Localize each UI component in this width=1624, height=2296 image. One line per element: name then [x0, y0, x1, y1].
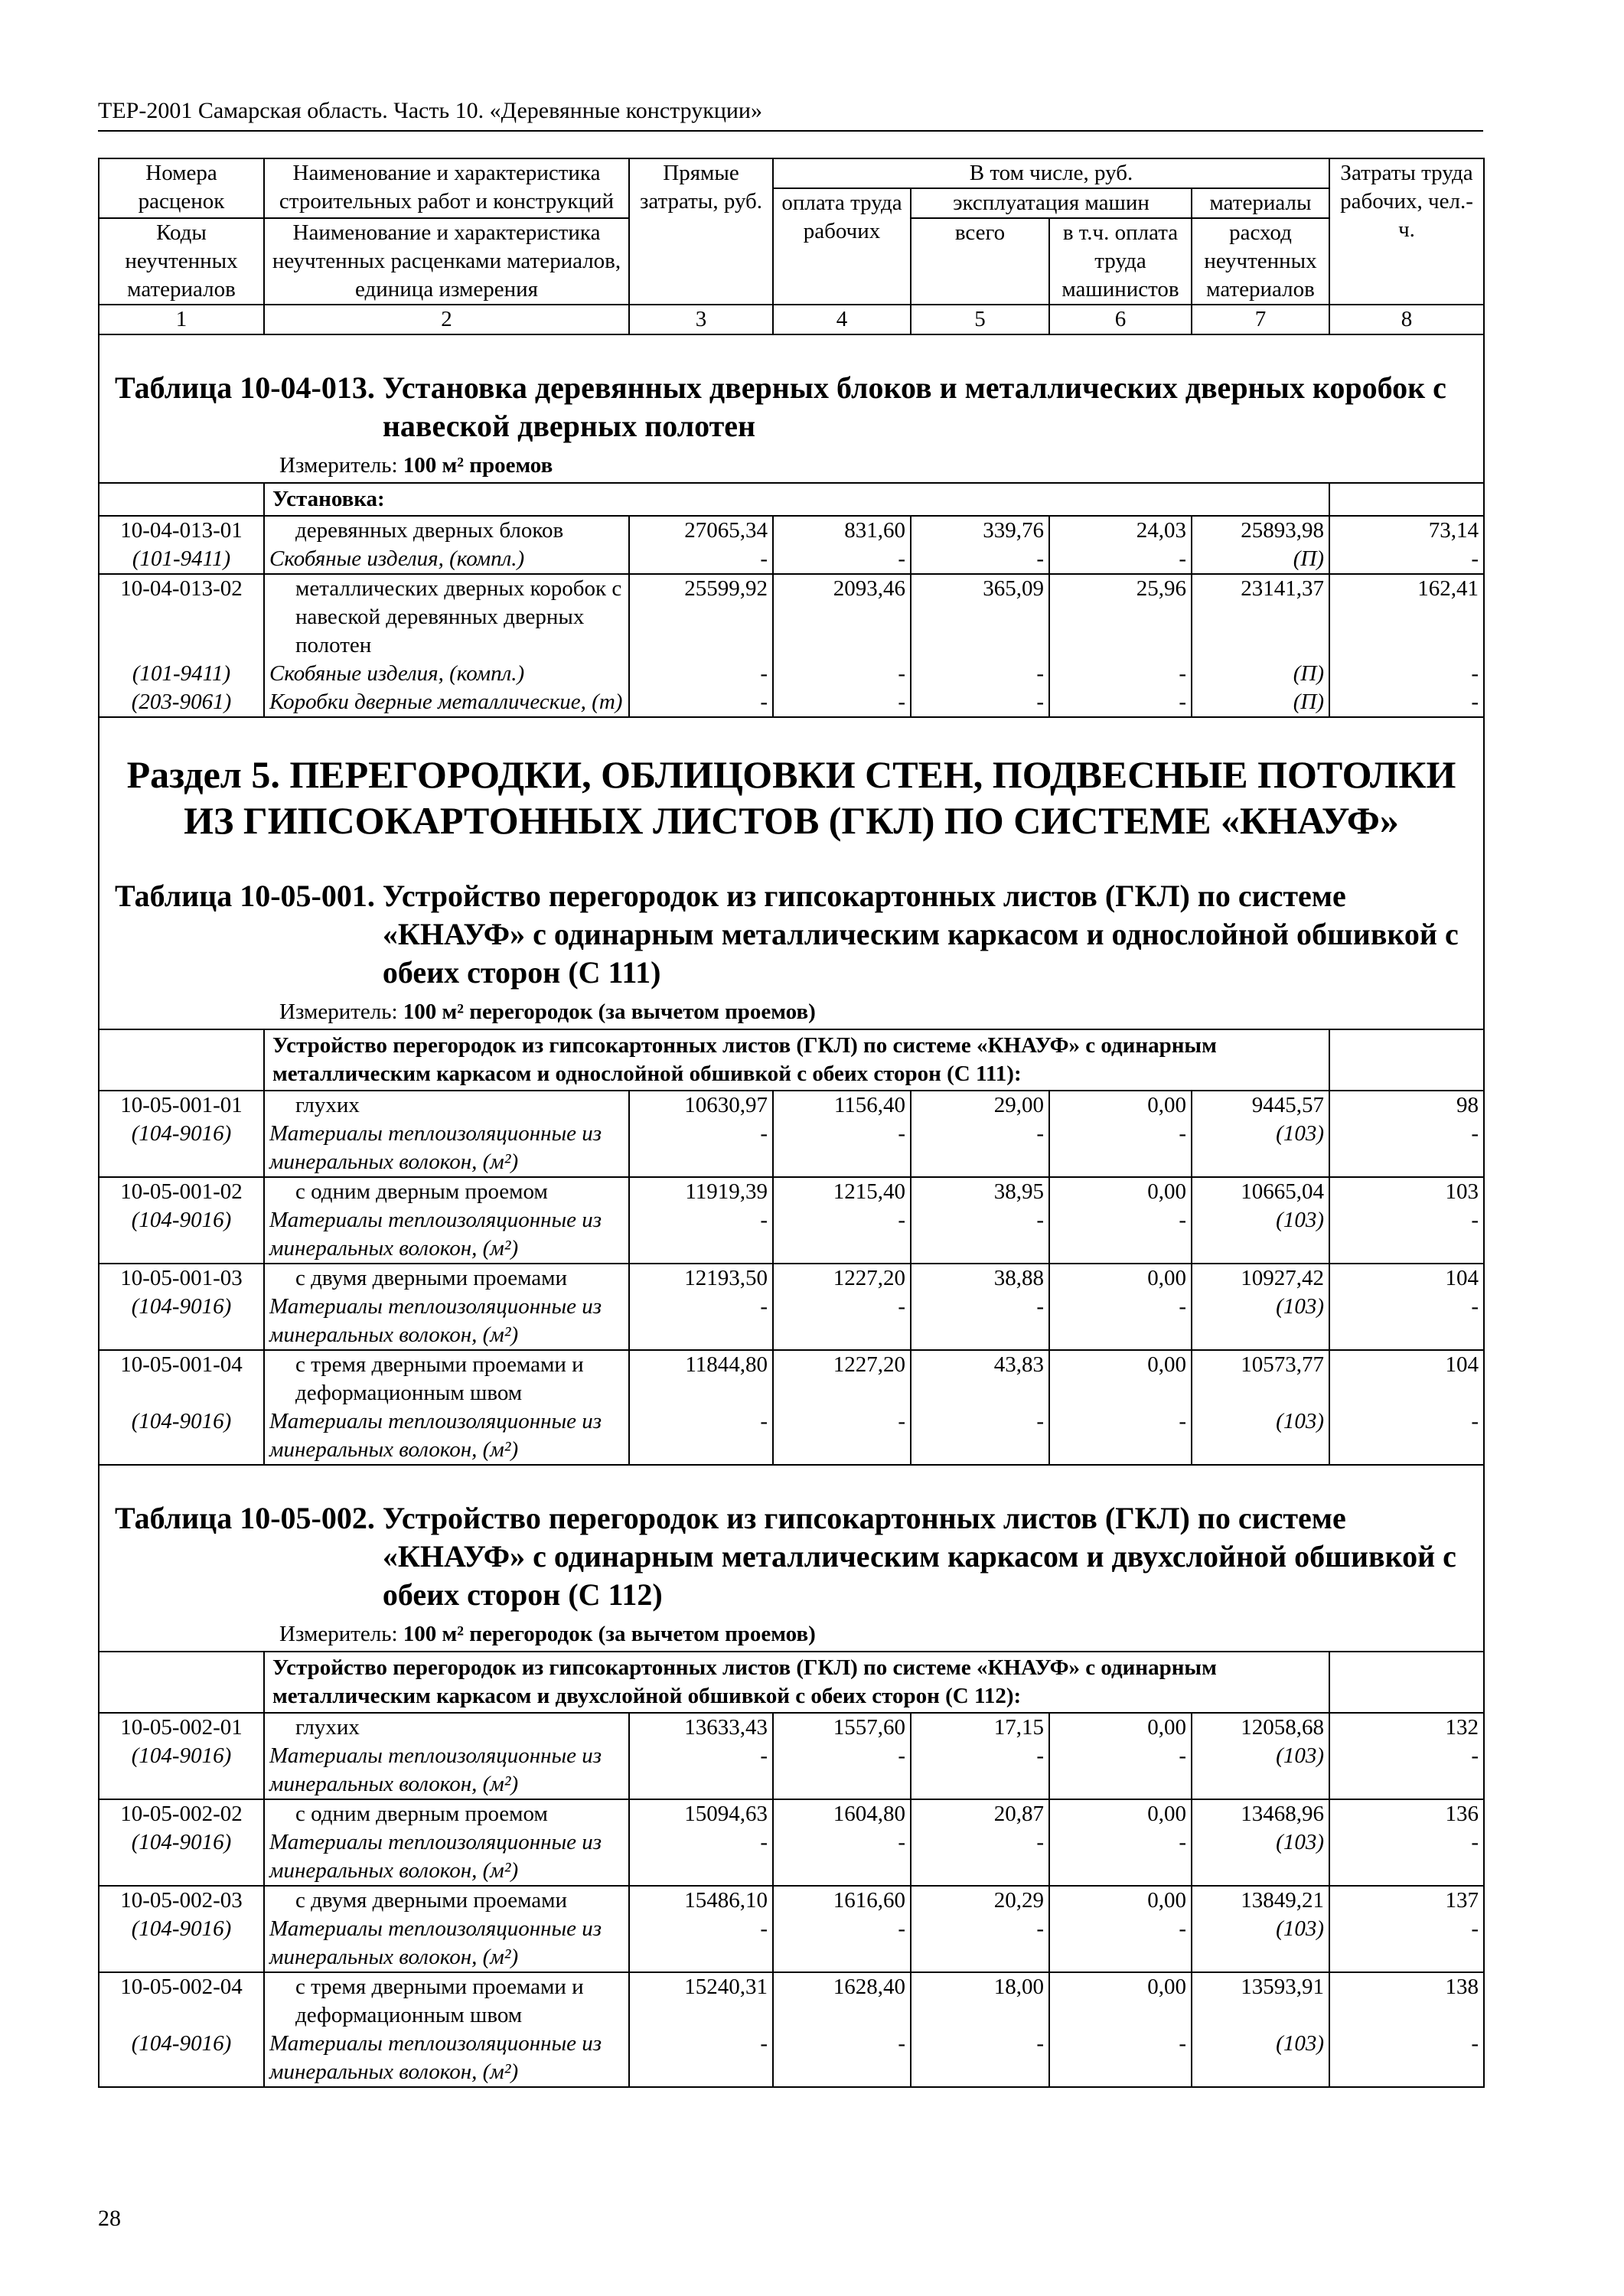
material-rate: (П)	[1192, 660, 1329, 688]
col-num: 2	[264, 305, 629, 334]
group-label: Устройство перегородок из гипсокартонных листов (ГКЛ) по системе «КНАУФ» с одинарным металлическим каркасом и однослойной обшивкой с обеих сторон (С 111):	[264, 1029, 1329, 1091]
material-code: (101-9411)	[99, 545, 264, 574]
material-row	[99, 1407, 1484, 1465]
dash: -	[629, 1120, 773, 1177]
machines-total: 18,00	[911, 1972, 1049, 2030]
dash: -	[1329, 1742, 1484, 1799]
table-row	[99, 1886, 1484, 1915]
material-rate: (103)	[1192, 1828, 1329, 1886]
dash: -	[773, 545, 911, 574]
dash: -	[1049, 1828, 1192, 1886]
machines-total: 29,00	[911, 1091, 1049, 1120]
table-title	[99, 1466, 1483, 1620]
dash: -	[773, 1742, 911, 1799]
dash: -	[1329, 1120, 1484, 1177]
material-name: Материалы теплоизоляционные из минеральных волокон, (м²)	[264, 1828, 629, 1886]
labor-pay: 831,60	[773, 516, 911, 545]
materials-cost: 10665,04	[1192, 1177, 1329, 1206]
table-heading-row	[99, 1465, 1484, 1652]
materials-header: материалы	[1192, 188, 1329, 218]
material-name: Материалы теплоизоляционные из минеральных волокон, (м²)	[264, 2030, 629, 2087]
machines-total: 38,88	[911, 1264, 1049, 1293]
direct-cost: 15240,31	[629, 1972, 773, 2030]
material-row	[99, 1206, 1484, 1264]
rate-code: 10-04-013-02	[99, 574, 264, 660]
table-title-text: Установка деревянных дверных блоков и металлических дверных коробок с навеской дверных полотен	[382, 370, 1446, 443]
labor-hours: 138	[1329, 1972, 1484, 2030]
material-code: (101-9411)	[99, 660, 264, 688]
material-row	[99, 1742, 1484, 1799]
materials-cost: 13849,21	[1192, 1886, 1329, 1915]
dash: -	[1329, 1915, 1484, 1972]
col-2-header-b: Наименование и характеристика неучтенных расценками материалов, единица измерения	[264, 218, 629, 305]
material-row	[99, 660, 1484, 688]
table-heading-row	[99, 334, 1484, 483]
table-row	[99, 516, 1484, 545]
machinists-pay: 25,96	[1049, 574, 1192, 660]
material-rate: (103)	[1192, 1407, 1329, 1465]
dash: -	[911, 688, 1049, 717]
dash: -	[629, 2030, 773, 2087]
section-title: Раздел 5. ПЕРЕГОРОДКИ, ОБЛИЦОВКИ СТЕН, ПОДВЕСНЫЕ ПОТОЛКИ ИЗ ГИПСОКАРТОННЫХ ЛИСТОВ (ГКЛ) ПО СИСТЕМЕ «КНАУФ»	[126, 753, 1456, 842]
direct-cost: 13633,43	[629, 1713, 773, 1742]
machinists-pay: 0,00	[1049, 1177, 1192, 1206]
material-code: (104-9016)	[99, 1206, 264, 1264]
col-num: 8	[1329, 305, 1484, 334]
dash: -	[629, 660, 773, 688]
direct-cost: 15486,10	[629, 1886, 773, 1915]
material-code: (104-9016)	[99, 1293, 264, 1350]
machines-total: 365,09	[911, 574, 1049, 660]
machines-total: 17,15	[911, 1713, 1049, 1742]
col-5-header: всего	[911, 218, 1049, 305]
dash: -	[629, 688, 773, 717]
material-name: Скобяные изделия, (компл.)	[264, 660, 629, 688]
dash: -	[1049, 1742, 1192, 1799]
rates-table-wrap	[98, 158, 1483, 2088]
rate-name: с тремя дверными проемами и деформационным швом	[264, 1972, 629, 2030]
rate-name: с одним дверным проемом	[264, 1799, 629, 1828]
labor-hours: 104	[1329, 1350, 1484, 1407]
labor-hours: 162,41	[1329, 574, 1484, 660]
dash: -	[911, 660, 1049, 688]
dash: -	[1329, 1407, 1484, 1465]
table-row	[99, 1350, 1484, 1407]
col-num: 4	[773, 305, 911, 334]
dash: -	[911, 1407, 1049, 1465]
dash: -	[1049, 1293, 1192, 1350]
dash: -	[911, 1120, 1049, 1177]
machinists-pay: 24,03	[1049, 516, 1192, 545]
material-name: Коробки дверные металлические, (т)	[264, 688, 629, 717]
materials-cost: 9445,57	[1192, 1091, 1329, 1120]
dash: -	[1329, 1206, 1484, 1264]
labor-pay: 1227,20	[773, 1264, 911, 1293]
rates-table	[98, 158, 1485, 2088]
machines-total: 20,29	[911, 1886, 1049, 1915]
materials-cost: 10927,42	[1192, 1264, 1329, 1293]
group-row	[99, 1029, 1484, 1091]
material-code: (104-9016)	[99, 2030, 264, 2087]
material-row	[99, 1120, 1484, 1177]
rate-name: с тремя дверными проемами и деформационным швом	[264, 1350, 629, 1407]
dash: -	[911, 1206, 1049, 1264]
rate-code: 10-05-001-04	[99, 1350, 264, 1407]
materials-cost: 13593,91	[1192, 1972, 1329, 2030]
col-6-header: в т.ч. оплата труда машинистов	[1049, 218, 1192, 305]
dash: -	[1329, 545, 1484, 574]
page-number: 28	[98, 2206, 121, 2231]
labor-hours: 103	[1329, 1177, 1484, 1206]
labor-hours: 98	[1329, 1091, 1484, 1120]
labor-pay: 1616,60	[773, 1886, 911, 1915]
measure-value: 100 м² перегородок (за вычетом проемов)	[403, 1622, 816, 1646]
material-name: Материалы теплоизоляционные из минеральных волокон, (м²)	[264, 1293, 629, 1350]
material-name: Материалы теплоизоляционные из минеральных волокон, (м²)	[264, 1407, 629, 1465]
labor-pay: 1215,40	[773, 1177, 911, 1206]
dash: -	[629, 1407, 773, 1465]
machines-total: 38,95	[911, 1177, 1049, 1206]
material-code: (104-9016)	[99, 1915, 264, 1972]
table-title-text: Устройство перегородок из гипсокартонных листов (ГКЛ) по системе «КНАУФ» с одинарным металлическим каркасом и однослойной обшивкой с обеих сторон (С 111)	[382, 879, 1459, 990]
rate-code: 10-05-002-03	[99, 1886, 264, 1915]
materials-cost: 10573,77	[1192, 1350, 1329, 1407]
machinists-pay: 0,00	[1049, 1350, 1192, 1407]
materials-cost: 12058,68	[1192, 1713, 1329, 1742]
dash: -	[1329, 688, 1484, 717]
rate-name: с одним дверным проемом	[264, 1177, 629, 1206]
material-row	[99, 1915, 1484, 1972]
dash: -	[1049, 1407, 1192, 1465]
material-row	[99, 1293, 1484, 1350]
rate-name: глухих	[264, 1713, 629, 1742]
dash: -	[1049, 660, 1192, 688]
rate-code: 10-05-001-03	[99, 1264, 264, 1293]
machines-header: эксплуатация машин	[911, 188, 1192, 218]
material-code: (203-9061)	[99, 688, 264, 717]
measure-label: Измеритель:	[279, 453, 398, 478]
material-rate: (103)	[1192, 1915, 1329, 1972]
dash: -	[1049, 688, 1192, 717]
measure-value: 100 м² перегородок (за вычетом проемов)	[403, 1000, 816, 1024]
table-row	[99, 574, 1484, 660]
dash: -	[911, 545, 1049, 574]
direct-cost: 11919,39	[629, 1177, 773, 1206]
materials-cost: 25893,98	[1192, 516, 1329, 545]
dash: -	[1049, 1206, 1192, 1264]
col-4-header: оплата труда рабочих	[773, 188, 911, 305]
dash: -	[629, 1828, 773, 1886]
labor-hours: 136	[1329, 1799, 1484, 1828]
machinists-pay: 0,00	[1049, 1972, 1192, 2030]
measure-value: 100 м² проемов	[403, 453, 553, 478]
col-num: 7	[1192, 305, 1329, 334]
dash: -	[1049, 545, 1192, 574]
table-label: Таблица 10-05-002.	[115, 1501, 375, 1535]
table-row	[99, 1091, 1484, 1120]
labor-hours: 73,14	[1329, 516, 1484, 545]
material-row	[99, 1828, 1484, 1886]
col-num: 5	[911, 305, 1049, 334]
rate-name: деревянных дверных блоков	[264, 516, 629, 545]
machines-total: 339,76	[911, 516, 1049, 545]
dash: -	[1329, 660, 1484, 688]
rate-name: глухих	[264, 1091, 629, 1120]
material-rate: (103)	[1192, 1206, 1329, 1264]
measure-line	[99, 1620, 1483, 1651]
material-row	[99, 688, 1484, 717]
col-num: 1	[99, 305, 264, 334]
dash: -	[773, 1120, 911, 1177]
dash: -	[773, 1828, 911, 1886]
labor-pay: 1604,80	[773, 1799, 911, 1828]
rate-name: металлических дверных коробок с навеской деревянных дверных полотен	[264, 574, 629, 660]
rate-code: 10-04-013-01	[99, 516, 264, 545]
direct-cost: 27065,34	[629, 516, 773, 545]
materials-cost: 13468,96	[1192, 1799, 1329, 1828]
machinists-pay: 0,00	[1049, 1886, 1192, 1915]
dash: -	[1329, 1293, 1484, 1350]
table-heading-row	[99, 843, 1484, 1029]
labor-pay: 1557,60	[773, 1713, 911, 1742]
rate-code: 10-05-001-01	[99, 1091, 264, 1120]
labor-pay: 1156,40	[773, 1091, 911, 1120]
material-rate: (П)	[1192, 688, 1329, 717]
table-title	[99, 843, 1483, 998]
material-name: Материалы теплоизоляционные из минеральных волокон, (м²)	[264, 1120, 629, 1177]
col-num: 3	[629, 305, 773, 334]
dash: -	[773, 660, 911, 688]
machines-total: 43,83	[911, 1350, 1049, 1407]
dash: -	[629, 1915, 773, 1972]
machinists-pay: 0,00	[1049, 1799, 1192, 1828]
col-7-header: расход неучтенных материалов	[1192, 218, 1329, 305]
dash: -	[911, 1293, 1049, 1350]
col-num: 6	[1049, 305, 1192, 334]
dash: -	[911, 2030, 1049, 2087]
material-code: (104-9016)	[99, 1407, 264, 1465]
incl-header: В том числе, руб.	[773, 158, 1329, 188]
dash: -	[1329, 1828, 1484, 1886]
header-row-1	[99, 158, 1484, 188]
rate-name: с двумя дверными проемами	[264, 1264, 629, 1293]
labor-hours: 137	[1329, 1886, 1484, 1915]
table-row	[99, 1972, 1484, 2030]
group-label: Устройство перегородок из гипсокартонных листов (ГКЛ) по системе «КНАУФ» с одинарным металлическим каркасом и двухслойной обшивкой с обеих сторон (С 112):	[264, 1652, 1329, 1713]
dash: -	[911, 1828, 1049, 1886]
machinists-pay: 0,00	[1049, 1264, 1192, 1293]
material-rate: (103)	[1192, 2030, 1329, 2087]
dash: -	[1329, 2030, 1484, 2087]
col-1-header-b: Коды неучтенных материалов	[99, 218, 264, 305]
table-row	[99, 1799, 1484, 1828]
table-row	[99, 1713, 1484, 1742]
labor-pay: 2093,46	[773, 574, 911, 660]
dash: -	[1049, 2030, 1192, 2087]
material-name: Материалы теплоизоляционные из минеральных волокон, (м²)	[264, 1742, 629, 1799]
labor-pay: 1227,20	[773, 1350, 911, 1407]
rate-name: с двумя дверными проемами	[264, 1886, 629, 1915]
dash: -	[773, 2030, 911, 2087]
material-rate: (103)	[1192, 1120, 1329, 1177]
table-title	[99, 335, 1483, 452]
dash: -	[773, 1293, 911, 1350]
material-code: (104-9016)	[99, 1828, 264, 1886]
col-3-header: Прямые затраты, руб.	[629, 158, 773, 305]
machinists-pay: 0,00	[1049, 1091, 1192, 1120]
dash: -	[1049, 1120, 1192, 1177]
direct-cost: 15094,63	[629, 1799, 773, 1828]
material-rate: (103)	[1192, 1742, 1329, 1799]
measure-label: Измеритель:	[279, 1622, 398, 1646]
material-row	[99, 2030, 1484, 2087]
table-label: Таблица 10-04-013.	[115, 370, 375, 405]
dash: -	[911, 1915, 1049, 1972]
dash: -	[773, 1206, 911, 1264]
dash: -	[911, 1742, 1049, 1799]
material-code: (104-9016)	[99, 1120, 264, 1177]
table-row	[99, 1264, 1484, 1293]
dash: -	[629, 545, 773, 574]
col-1-header-a: Номера расценок	[99, 158, 264, 218]
material-name: Материалы теплоизоляционные из минеральных волокон, (м²)	[264, 1206, 629, 1264]
material-name: Скобяные изделия, (компл.)	[264, 545, 629, 574]
group-row	[99, 483, 1484, 516]
col-8-header: Затраты труда рабочих, чел.-ч.	[1329, 158, 1484, 305]
dash: -	[1049, 1915, 1192, 1972]
col-2-header-a: Наименование и характеристика строительных работ и конструкций	[264, 158, 629, 218]
dash: -	[773, 1915, 911, 1972]
measure-label: Измеритель:	[279, 1000, 398, 1024]
dash: -	[629, 1293, 773, 1350]
machinists-pay: 0,00	[1049, 1713, 1192, 1742]
material-rate: (П)	[1192, 545, 1329, 574]
group-row	[99, 1652, 1484, 1713]
table-title-text: Устройство перегородок из гипсокартонных листов (ГКЛ) по системе «КНАУФ» с одинарным металлическим каркасом и двухслойной обшивкой с обеих сторон (С 112)	[382, 1501, 1456, 1612]
rate-code: 10-05-002-01	[99, 1713, 264, 1742]
rate-code: 10-05-002-04	[99, 1972, 264, 2030]
dash: -	[629, 1206, 773, 1264]
machines-total: 20,87	[911, 1799, 1049, 1828]
measure-line	[99, 452, 1483, 482]
dash: -	[773, 688, 911, 717]
materials-cost: 23141,37	[1192, 574, 1329, 660]
measure-line	[99, 998, 1483, 1029]
rate-code: 10-05-001-02	[99, 1177, 264, 1206]
direct-cost: 25599,92	[629, 574, 773, 660]
table-row	[99, 1177, 1484, 1206]
material-name: Материалы теплоизоляционные из минеральных волокон, (м²)	[264, 1915, 629, 1972]
direct-cost: 11844,80	[629, 1350, 773, 1407]
rate-code: 10-05-002-02	[99, 1799, 264, 1828]
dash: -	[773, 1407, 911, 1465]
column-numbers-row	[99, 305, 1484, 334]
direct-cost: 12193,50	[629, 1264, 773, 1293]
labor-hours: 132	[1329, 1713, 1484, 1742]
table-label: Таблица 10-05-001.	[115, 879, 375, 913]
direct-cost: 10630,97	[629, 1091, 773, 1120]
dash: -	[629, 1742, 773, 1799]
labor-hours: 104	[1329, 1264, 1484, 1293]
page-header: ТЕР-2001 Самарская область. Часть 10. «Деревянные конструкции»	[98, 98, 1483, 132]
section-heading-row	[99, 717, 1484, 843]
material-rate: (103)	[1192, 1293, 1329, 1350]
labor-pay: 1628,40	[773, 1972, 911, 2030]
group-label: Установка:	[264, 483, 1329, 516]
material-code: (104-9016)	[99, 1742, 264, 1799]
material-row	[99, 545, 1484, 574]
